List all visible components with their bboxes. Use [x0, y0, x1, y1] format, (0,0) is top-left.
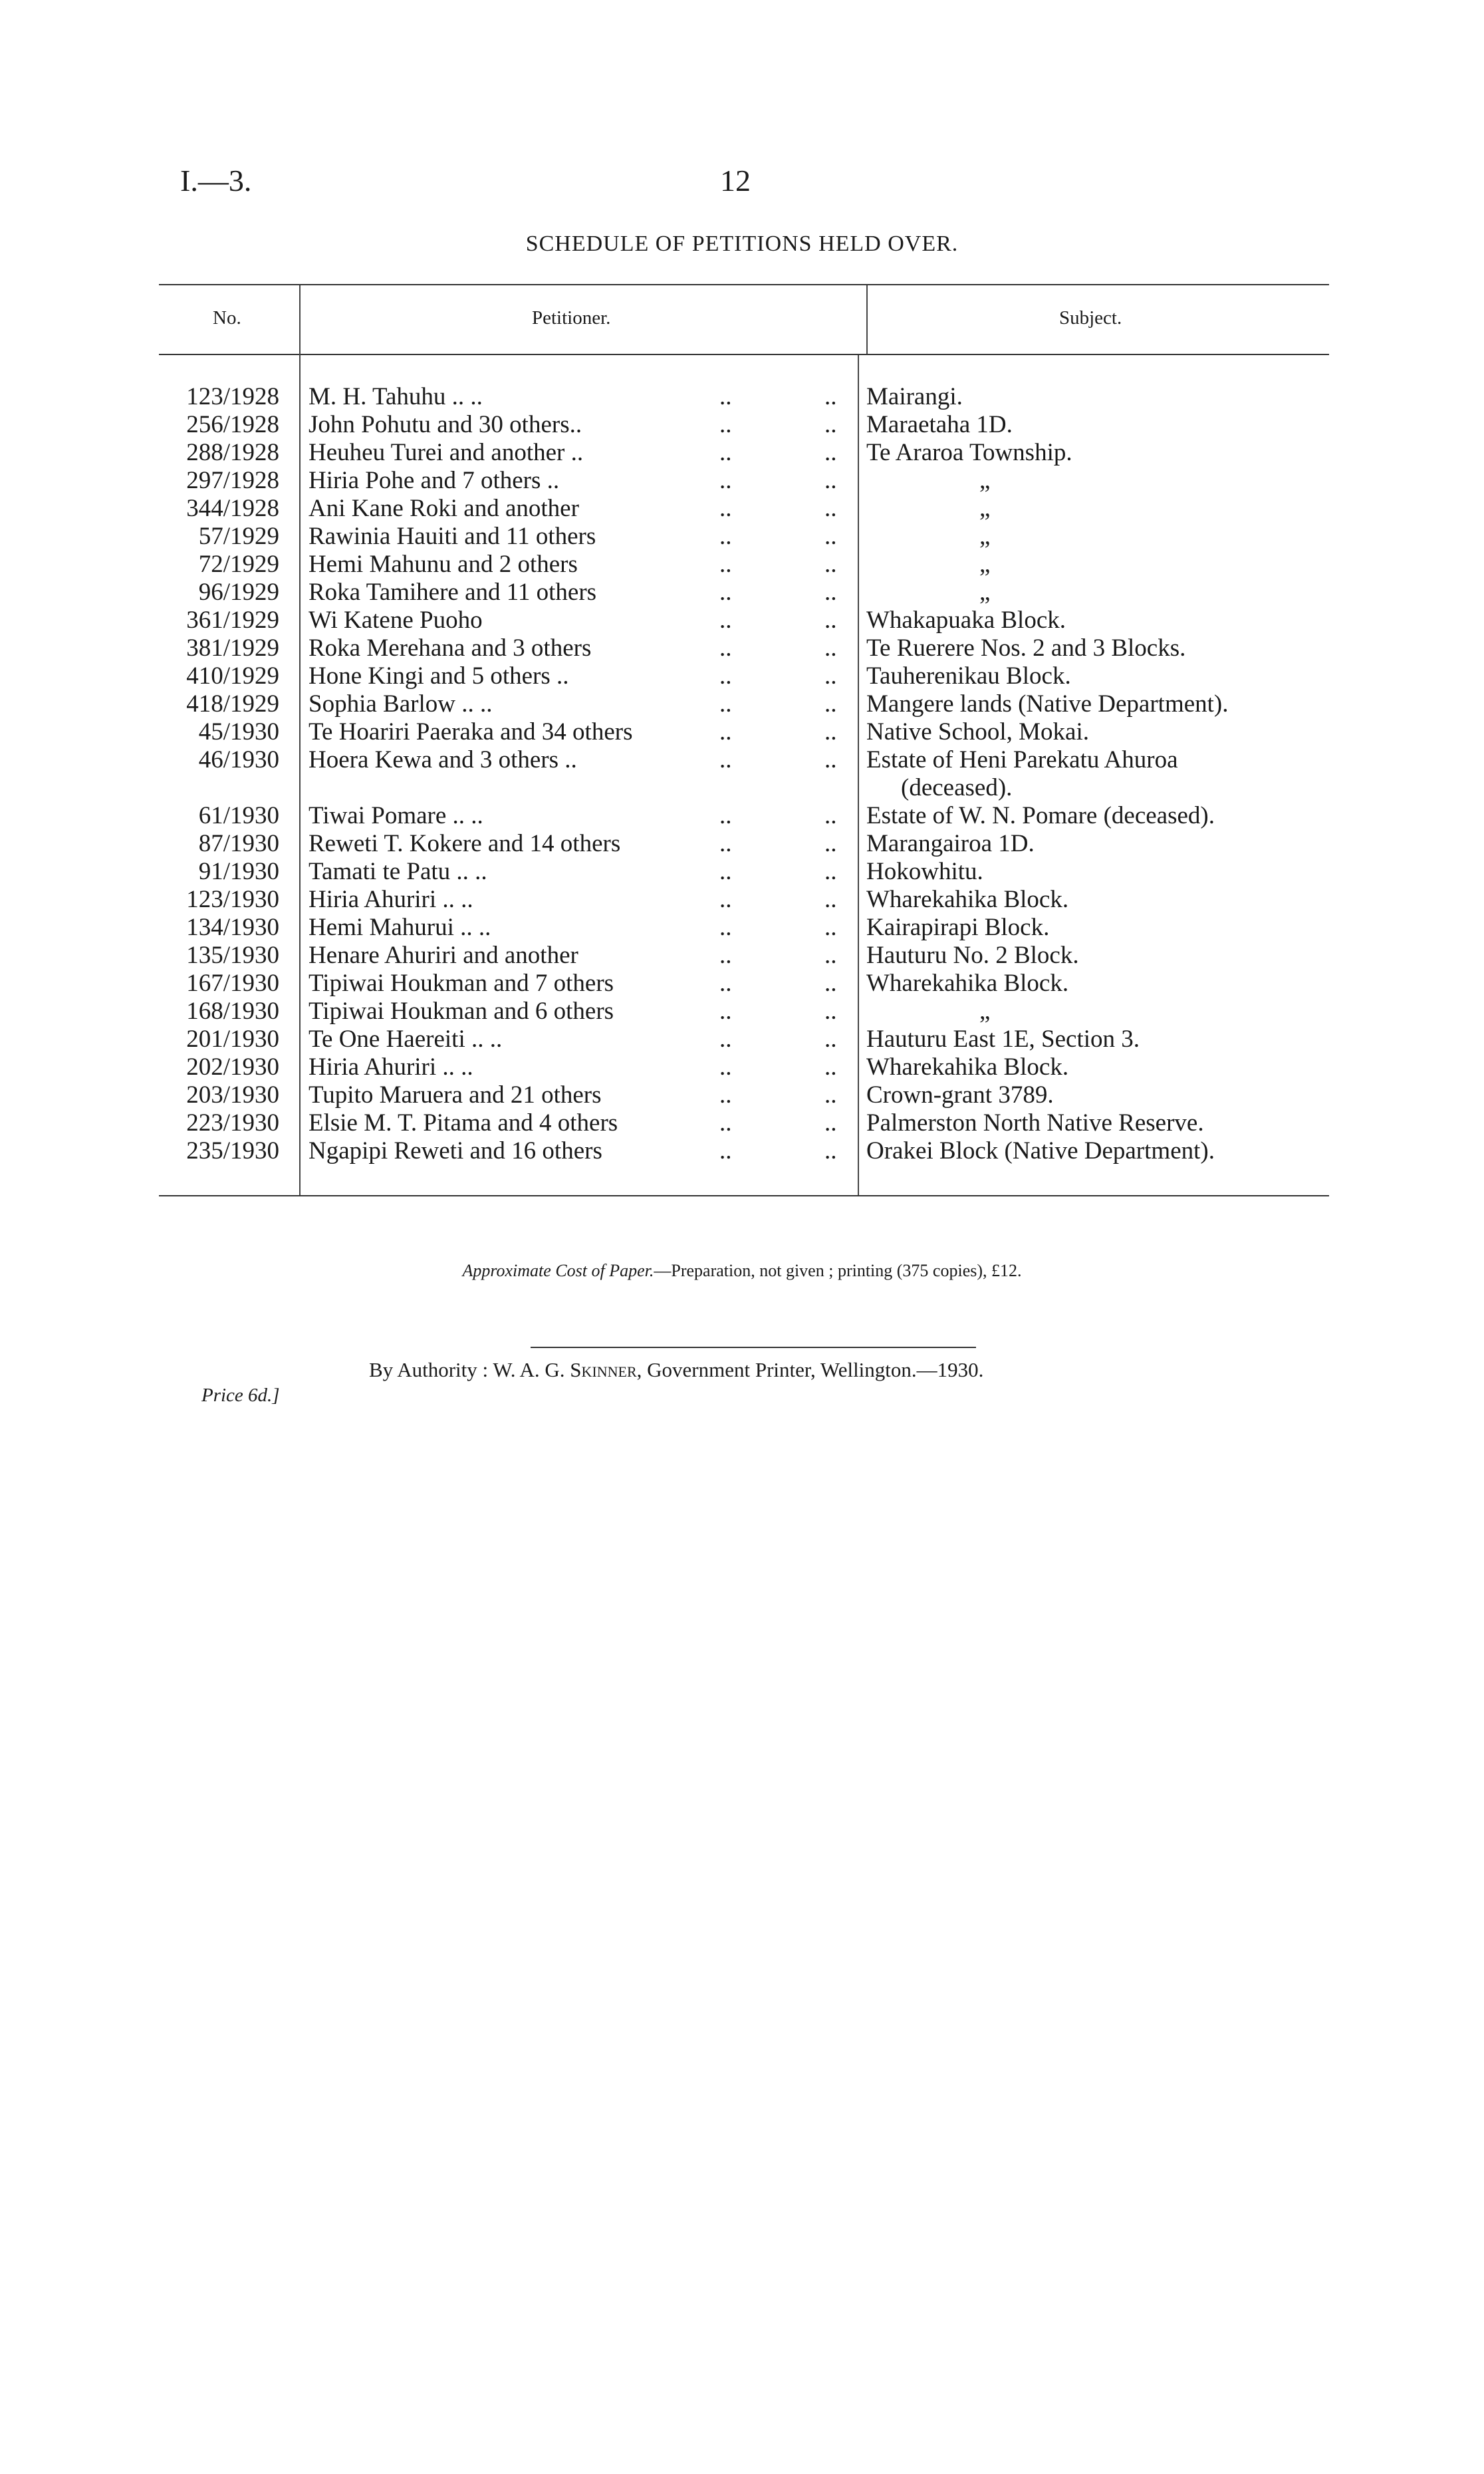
- petition-subject: Hauturu East 1E, Section 3.: [866, 1026, 1140, 1053]
- petition-number: 96/1929: [198, 579, 279, 606]
- petitioner-name: Heuheu Turei and another ..: [309, 439, 584, 466]
- petition-number: 297/1928: [186, 467, 279, 494]
- table-row: [0, 439, 1484, 467]
- dot-leader: ..: [719, 439, 732, 466]
- dot-leader: ..: [824, 830, 837, 857]
- table-row: [0, 970, 1484, 998]
- petitioner-name: Hiria Ahuriri .. ..: [309, 886, 473, 913]
- petition-subject: Te Araroa Township.: [866, 439, 1072, 466]
- petition-number: 202/1930: [186, 1053, 279, 1081]
- petition-subject: „: [979, 998, 991, 1025]
- table-row: [0, 942, 1484, 970]
- dot-leader: ..: [824, 802, 837, 829]
- table-row: [0, 607, 1484, 634]
- dot-leader: ..: [719, 858, 732, 885]
- petitioner-name: Tupito Maruera and 21 others: [309, 1081, 602, 1109]
- dot-leader: ..: [719, 662, 732, 690]
- table-row: [0, 1081, 1484, 1109]
- petitioner-name: Hiria Pohe and 7 others ..: [309, 467, 560, 494]
- petitioner-name: Reweti T. Kokere and 14 others: [309, 830, 621, 857]
- dot-leader: ..: [824, 998, 837, 1025]
- dot-leader: ..: [719, 1137, 732, 1165]
- petition-number: 57/1929: [198, 523, 279, 550]
- printer-authority: [369, 1358, 983, 1382]
- petitioner-name: Roka Tamihere and 11 others: [309, 579, 597, 606]
- petition-number: 203/1930: [186, 1081, 279, 1109]
- column-divider-2: [866, 285, 868, 354]
- dot-leader: ..: [824, 1081, 837, 1109]
- price: Price 6d.]: [201, 1385, 280, 1406]
- cost-note: [0, 1261, 1484, 1281]
- petition-number: 235/1930: [186, 1137, 279, 1165]
- table-top-rule: [159, 284, 1329, 285]
- table-row: [0, 1053, 1484, 1081]
- dot-leader: ..: [824, 914, 837, 941]
- dot-leader: ..: [719, 998, 732, 1025]
- dot-leader: ..: [719, 886, 732, 913]
- table-row: [0, 383, 1484, 411]
- column-header-subject: Subject.: [1059, 307, 1122, 329]
- dot-leader: ..: [824, 607, 837, 634]
- petitioner-name: Te Hoariri Paeraka and 34 others: [309, 718, 633, 746]
- petitioner-name: M. H. Tahuhu .. ..: [309, 383, 483, 410]
- petition-number: 256/1928: [186, 411, 279, 438]
- petition-subject-continued: (deceased).: [901, 774, 1013, 801]
- petition-number: 410/1929: [186, 662, 279, 690]
- petitioner-name: Hemi Mahurui .. ..: [309, 914, 491, 941]
- footer-rule: [531, 1347, 976, 1348]
- petitioner-name: Roka Merehana and 3 others: [309, 634, 592, 662]
- table-row: [0, 914, 1484, 942]
- petitioner-name: Wi Katene Puoho: [309, 607, 483, 634]
- cost-text: —Preparation, not given ; printing (375 copies), £12.: [654, 1261, 1022, 1280]
- dot-leader: ..: [719, 1081, 732, 1109]
- table-row: [0, 1026, 1484, 1053]
- table-row: [0, 1109, 1484, 1137]
- petitioner-name: Hoera Kewa and 3 others ..: [309, 746, 577, 773]
- table-row: [0, 802, 1484, 830]
- petitioner-name: Hiria Ahuriri .. ..: [309, 1053, 473, 1081]
- petitioner-name: Te One Haereiti .. ..: [309, 1026, 503, 1053]
- petitioner-name: Tiwai Pomare .. ..: [309, 802, 483, 829]
- dot-leader: ..: [719, 607, 732, 634]
- dot-leader: ..: [719, 690, 732, 718]
- petition-subject: Wharekahika Block.: [866, 970, 1069, 997]
- dot-leader: ..: [719, 746, 732, 773]
- petitioner-name: Tamati te Patu .. ..: [309, 858, 487, 885]
- petition-number: 45/1930: [198, 718, 279, 746]
- petition-number: 135/1930: [186, 942, 279, 969]
- petition-subject: „: [979, 523, 991, 550]
- dot-leader: ..: [824, 383, 837, 410]
- petition-subject: Maraetaha 1D.: [866, 411, 1013, 438]
- petition-number: 167/1930: [186, 970, 279, 997]
- dot-leader: ..: [824, 523, 837, 550]
- petition-subject: Estate of Heni Parekatu Ahuroa: [866, 746, 1178, 773]
- petition-number: 381/1929: [186, 634, 279, 662]
- petition-subject: Te Ruerere Nos. 2 and 3 Blocks.: [866, 634, 1186, 662]
- dot-leader: ..: [719, 551, 732, 578]
- dot-leader: ..: [824, 634, 837, 662]
- petition-number: 418/1929: [186, 690, 279, 718]
- petition-subject: Wharekahika Block.: [866, 886, 1069, 913]
- authority-suffix: , Government Printer, Wellington.—1930.: [636, 1358, 984, 1381]
- dot-leader: ..: [824, 1026, 837, 1053]
- petition-number: 91/1930: [198, 858, 279, 885]
- petitioner-name: Ngapipi Reweti and 16 others: [309, 1137, 602, 1165]
- petition-number: 72/1929: [198, 551, 279, 578]
- petition-subject: Whakapuaka Block.: [866, 607, 1066, 634]
- petitioner-name: Hemi Mahunu and 2 others: [309, 551, 578, 578]
- petitioner-name: Hone Kingi and 5 others ..: [309, 662, 569, 690]
- dot-leader: ..: [719, 579, 732, 606]
- petition-number: 223/1930: [186, 1109, 279, 1137]
- dot-leader: ..: [719, 718, 732, 746]
- table-row: [0, 523, 1484, 551]
- dot-leader: ..: [824, 439, 837, 466]
- dot-leader: ..: [824, 1053, 837, 1081]
- table-row: [0, 662, 1484, 690]
- dot-leader: ..: [824, 858, 837, 885]
- petition-number: 361/1929: [186, 607, 279, 634]
- table-row: [0, 690, 1484, 718]
- table-row: [0, 718, 1484, 746]
- page-title: SCHEDULE OF PETITIONS HELD OVER.: [525, 231, 959, 256]
- dot-leader: ..: [824, 690, 837, 718]
- dot-leader: ..: [824, 662, 837, 690]
- petitioner-name: Elsie M. T. Pitama and 4 others: [309, 1109, 618, 1137]
- petition-subject: Hokowhitu.: [866, 858, 983, 885]
- dot-leader: ..: [824, 718, 837, 746]
- petition-subject: Tauherenikau Block.: [866, 662, 1071, 690]
- dot-leader: ..: [719, 495, 732, 522]
- petition-subject: Estate of W. N. Pomare (deceased).: [866, 802, 1215, 829]
- petition-subject: Palmerston North Native Reserve.: [866, 1109, 1204, 1137]
- dot-leader: ..: [719, 970, 732, 997]
- dot-leader: ..: [824, 467, 837, 494]
- petition-subject: „: [979, 467, 991, 494]
- dot-leader: ..: [719, 411, 732, 438]
- table-row: [0, 858, 1484, 886]
- petition-subject: Hauturu No. 2 Block.: [866, 942, 1079, 969]
- dot-leader: ..: [719, 383, 732, 410]
- table-row: [0, 1137, 1484, 1165]
- table-row: [0, 467, 1484, 495]
- petitioner-name: Sophia Barlow .. ..: [309, 690, 493, 718]
- petitioner-name: Rawinia Hauiti and 11 others: [309, 523, 596, 550]
- petitioner-name: Henare Ahuriri and another: [309, 942, 578, 969]
- petition-subject: Kairapirapi Block.: [866, 914, 1050, 941]
- table-row: [0, 411, 1484, 439]
- petition-number: 134/1930: [186, 914, 279, 941]
- printer-name: Skinner: [570, 1358, 637, 1381]
- petition-number: 201/1930: [186, 1026, 279, 1053]
- table-row: [0, 551, 1484, 579]
- dot-leader: ..: [719, 942, 732, 969]
- authority-prefix: By Authority : W. A. G.: [369, 1358, 570, 1381]
- petition-number: 344/1928: [186, 495, 279, 522]
- petition-number: 168/1930: [186, 998, 279, 1025]
- table-row: [0, 579, 1484, 607]
- table-row: [0, 830, 1484, 858]
- table-row: [0, 634, 1484, 662]
- column-header-petitioner: Petitioner.: [532, 307, 611, 329]
- petition-subject: „: [979, 551, 991, 578]
- petition-subject: Orakei Block (Native Department).: [866, 1137, 1215, 1165]
- table-row: [0, 886, 1484, 914]
- dot-leader: ..: [824, 746, 837, 773]
- dot-leader: ..: [824, 411, 837, 438]
- dot-leader: ..: [824, 942, 837, 969]
- petitioner-name: Tipiwai Houkman and 7 others: [309, 970, 614, 997]
- petition-subject: „: [979, 495, 991, 522]
- dot-leader: ..: [719, 1026, 732, 1053]
- petition-subject: Mangere lands (Native Department).: [866, 690, 1229, 718]
- petition-subject: Wharekahika Block.: [866, 1053, 1069, 1081]
- dot-leader: ..: [824, 970, 837, 997]
- dot-leader: ..: [824, 1109, 837, 1137]
- petition-number: 123/1928: [186, 383, 279, 410]
- petition-subject: Marangairoa 1D.: [866, 830, 1035, 857]
- petition-subject: Crown-grant 3789.: [866, 1081, 1054, 1109]
- table-row: [0, 495, 1484, 523]
- table-row: [0, 746, 1484, 774]
- petition-number: 123/1930: [186, 886, 279, 913]
- petition-subject: Native School, Mokai.: [866, 718, 1090, 746]
- page-number: 12: [720, 164, 751, 198]
- dot-leader: ..: [719, 467, 732, 494]
- page-reference: I.—3.: [180, 164, 252, 198]
- dot-leader: ..: [719, 634, 732, 662]
- petition-number: 46/1930: [198, 746, 279, 773]
- petition-subject: Mairangi.: [866, 383, 963, 410]
- dot-leader: ..: [824, 495, 837, 522]
- table-bottom-rule: [159, 1195, 1329, 1196]
- petition-number: 61/1930: [198, 802, 279, 829]
- petition-number: 288/1928: [186, 439, 279, 466]
- dot-leader: ..: [719, 1109, 732, 1137]
- petition-subject: „: [979, 579, 991, 606]
- dot-leader: ..: [719, 830, 732, 857]
- dot-leader: ..: [719, 523, 732, 550]
- cost-label: Approximate Cost of Paper.: [462, 1261, 654, 1280]
- dot-leader: ..: [719, 802, 732, 829]
- petition-number: 87/1930: [198, 830, 279, 857]
- dot-leader: ..: [824, 886, 837, 913]
- table-header-rule: [159, 354, 1329, 355]
- dot-leader: ..: [824, 551, 837, 578]
- table-row-continuation: [0, 774, 1484, 802]
- table-row: [0, 998, 1484, 1026]
- dot-leader: ..: [824, 1137, 837, 1165]
- petitioner-name: Tipiwai Houkman and 6 others: [309, 998, 614, 1025]
- petitioner-name: John Pohutu and 30 others..: [309, 411, 582, 438]
- dot-leader: ..: [824, 579, 837, 606]
- column-header-no: No.: [213, 307, 241, 329]
- petitioner-name: Ani Kane Roki and another: [309, 495, 579, 522]
- dot-leader: ..: [719, 914, 732, 941]
- dot-leader: ..: [719, 1053, 732, 1081]
